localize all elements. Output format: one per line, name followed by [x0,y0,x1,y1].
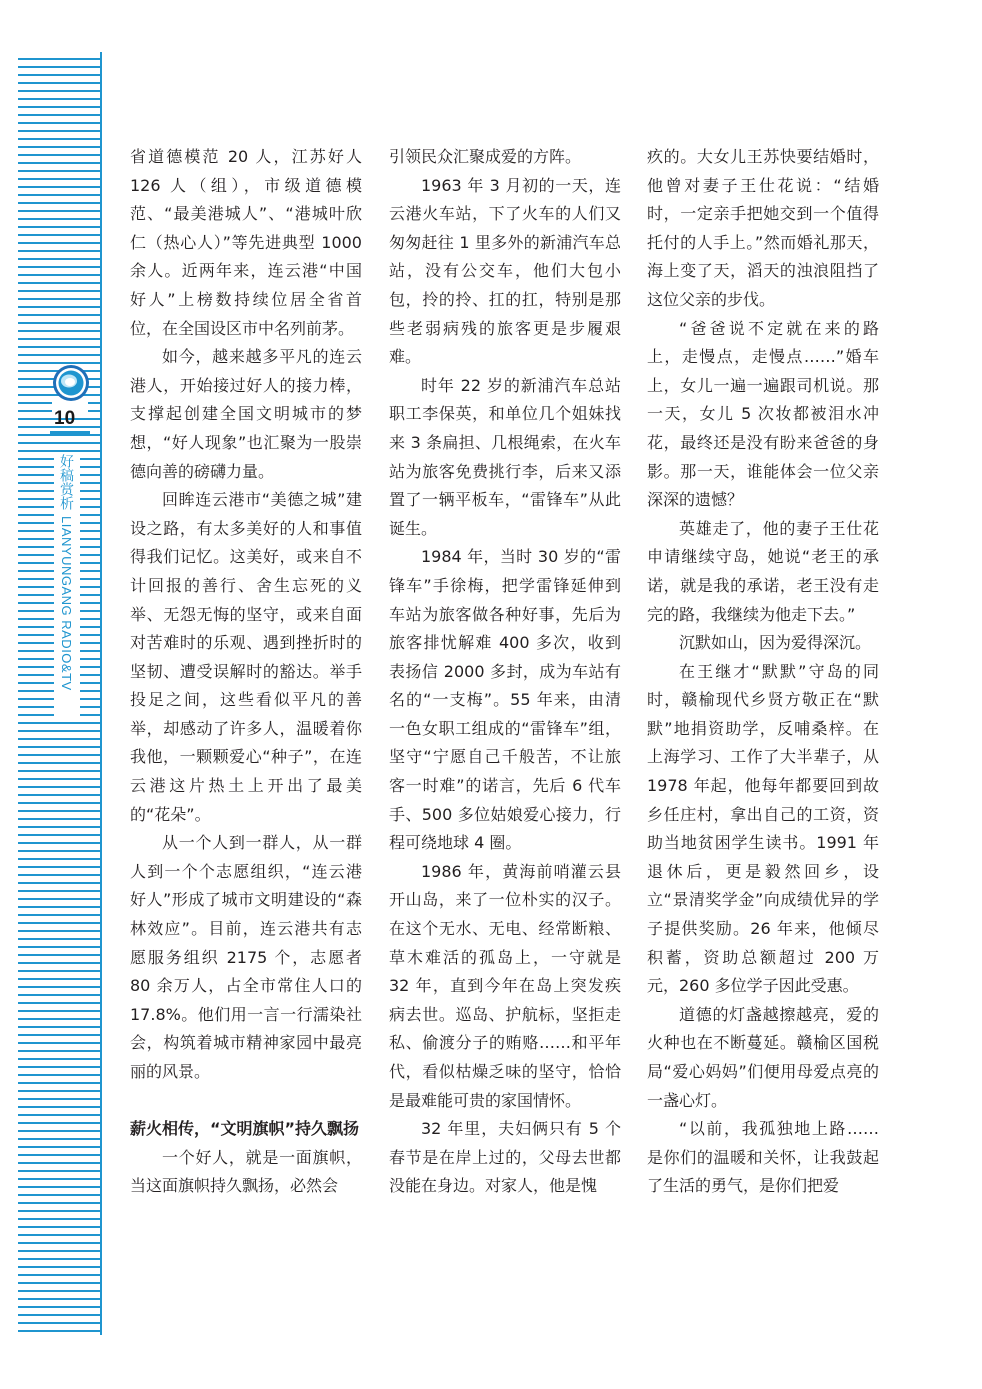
body-paragraph: 32 年里，夫妇俩只有 5 个春节是在岸上过的，父母去世都没能在身边。对家人，他是愧 [389,1119,621,1196]
paragraph-gap [130,1087,362,1116]
body-paragraph: 省道德模范 20 人，江苏好人 126 人（组），市级道德模范、“最美港城人”、“港城叶欣仁（热心人）”等先进典型 1000 余人。近两年来，连云港“中国好人”上榜数持续位居全省首位，在全国设区市中名列前茅。 [130,147,362,338]
body-paragraph: 疚的。大女儿王苏快要结婚时，他曾对妻子王仕花说：“结婚时，一定亲手把她交到一个值得托付的人手上。”然而婚礼那天，海上变了天，滔天的浊浪阻挡了这位父亲的步伐。 [647,147,879,309]
body-paragraph: 一个好人，就是一面旗帜，当这面旗帜持久飘扬，必然会 [130,1147,362,1196]
body-paragraph: 1963 年 3 月初的一天，连云港火车站，下了火车的人们又匆匆赶往 1 里多外的新浦汽车总站，没有公交车，他们大包小包，拎的拎、扛的扛，特别是那些老弱病残的旅客更是步履艰难。 [389,175,621,367]
page-number: 10 [54,408,76,429]
text-column-1 [130,143,362,1201]
section-heading: 薪火相传，“文明旗帜”持久飘扬 [130,1119,360,1139]
body-paragraph: 从一个人到一群人，从一群人到一个个志愿组织，“连云港好人”形成了城市文明建设的“森林效应”。目前，连云港共有志愿服务组织 2175 个，志愿者 80 余万人，占全市常住人口的 17.8%。他们用一言一行濡染社会，构筑着城市精神家园中最亮丽的风景。 [130,833,362,1081]
body-paragraph: 1984 年，当时 30 岁的“雷锋车”手徐梅，把学雷锋延伸到车站为旅客做各种好事，先后为旅客排忧解难 400 多次，收到表扬信 2000 多封，成为车站有名的“一支梅”。55 年来，由清一色女职工组成的“雷锋车”组，坚守“宁愿自己千般苦，不让旅客一时难”的诺言，先后 6 代车手、500 多位姑娘爱心接力，行程可绕地球 4 圈。 [389,547,621,853]
body-paragraph: 道德的灯盏越擦越亮，爱的火种也在不断蔓延。赣榆区国税局“爱心妈妈”们便用母爱点亮的一盏心灯。 [647,1004,879,1110]
body-paragraph: “以前，我孤独地上路……是你们的温暖和关怀，让我鼓起了生活的勇气，是你们把爱 [647,1119,879,1196]
body-paragraph: 英雄走了，他的妻子王仕花申请继续守岛，她说“老王的承诺，就是我的承诺，老王没有走完的路，我继续为他走下去。” [647,518,879,624]
page-number-rule [50,431,90,434]
body-paragraph: 在王继才“默默”守岛的同时，赣榆现代乡贤方敬正在“默默”地捐资助学，反哺桑梓。在上海学习、工作了大半辈子，从 1978 年起，他每年都要回到故乡任庄村，拿出自己的工资，资助当地贫困学生读书。1991 年退休后，更是毅然回乡，设立“景清奖学金”向成绩优异的学子提供奖励。26 年来，他倾尽积蓄，资助总额超过 200 万元，260 多位学子因此受惠。 [647,661,879,996]
body-paragraph: 如今，越来越多平凡的连云港人，开始接过好人的接力棒，支撑起创建全国文明城市的梦想，“好人现象”也汇聚为一股崇德向善的磅礴力量。 [130,347,362,481]
circular-swirl-logo-icon [52,364,90,402]
body-paragraph: 1986 年，黄海前哨灌云县开山岛，来了一位朴实的汉子。在这个无水、无电、经常断粮、草木难活的孤岛上，一守就是 32 年，直到今年在岛上突发疾病去世。巡岛、护航标，坚拒走私、偷渡分子的贿赂……和平年代，看似枯燥乏味的坚守，恰恰是最难能可贵的家国情怀。 [389,861,621,1110]
section-label [57,454,75,691]
text-column-2 [389,143,621,1201]
body-paragraph: 时年 22 岁的新浦汽车总站职工李保英，和单位几个姐妹找来 3 条扁担、几根绳索，在火车站为旅客免费挑行李，后来又添置了一辆平板车，“雷锋车”从此诞生。 [389,375,621,538]
section-title: 好稿赏析 [58,454,74,510]
body-paragraph: 回眸连云港市“美德之城”建设之路，有太多美好的人和事值得我们记忆。这美好，或来自不计回报的善行、舍生忘死的义举、无怨无悔的坚守，或来自面对苦难时的乐观、遇到挫折时的坚韧、遭受误解时的豁达。举手投足之间，这些看似平凡的善举，却感动了许多人，温暖着你我他，一颗颗爱心“种子”，在连云港这片热土上开出了最美的“花朵”。 [130,490,362,824]
body-paragraph: “爸爸说不定就在来的路上，走慢点，走慢点……”婚车上，女儿一遍一遍跟司机说。那一天，女儿 5 次妆都被泪水冲花，最终还是没有盼来爸爸的身影。那一天，谁能体会一位父亲深深的遗憾？ [647,318,879,510]
body-paragraph: 引领民众汇聚成爱的方阵。 [389,147,582,166]
body-paragraph: 沉默如山，因为爱得深沉。 [679,633,872,653]
text-column-3 [647,143,879,1201]
section-subtitle: LIANYUNGANG RADIO&TV [59,516,74,691]
